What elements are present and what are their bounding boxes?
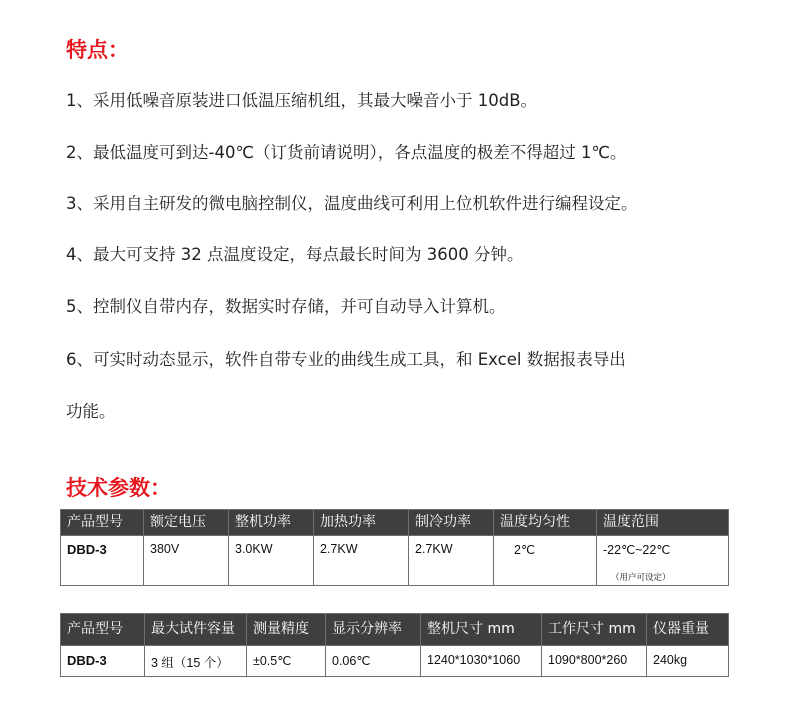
cell-measurement-accuracy-text: ±0.5℃ (253, 654, 292, 668)
cell-temp-uniformity-text: 2℃ (514, 543, 535, 557)
header-working-dimensions: 工作尺寸 mm (542, 614, 647, 646)
features-title: 特点： (66, 38, 129, 62)
cell-temp-uniformity (494, 536, 597, 586)
feature-item-6: 6、可实时动态显示，软件自带专业的曲线生成工具，和 Excel 数据报表导出 (66, 350, 626, 369)
feature-item-4: 4、最大可支持 32 点温度设定，每点最长时间为 3600 分钟。 (66, 245, 524, 264)
cell-overall-dimensions-text: 1240*1030*1060 (427, 653, 521, 667)
spec-table-1-header-row (61, 510, 729, 536)
feature-item-2: 2、最低温度可到达-40℃（订货前请说明），各点温度的极差不得超过 1℃。 (66, 143, 627, 162)
cell-display-resolution (326, 646, 421, 677)
header-model: 产品型号 (61, 614, 145, 646)
cell-working-dimensions-text: 1090*800*260 (548, 653, 628, 667)
spec-table-2 (60, 613, 729, 677)
table-row (61, 646, 729, 677)
cell-cooling-power-text: 2.7KW (415, 542, 453, 556)
cell-instrument-weight-text: 240kg (653, 653, 688, 667)
cell-overall-dimensions (421, 646, 542, 677)
cell-model (61, 536, 144, 586)
header-rated-voltage: 额定电压 (144, 510, 229, 536)
cell-model-text: DBD-3 (67, 542, 107, 557)
header-heating-power: 加热功率 (314, 510, 409, 536)
cell-total-power-text: 3.0KW (235, 542, 273, 556)
cell-max-specimen-capacity (145, 646, 247, 677)
feature-item-6-continued: 功能。 (66, 402, 116, 421)
cell-cooling-power (409, 536, 494, 586)
feature-item-3: 3、采用自主研发的微电脑控制仪，温度曲线可利用上位机软件进行编程设定。 (66, 194, 638, 213)
cell-temp-range-note: （用户可设定） (611, 572, 671, 582)
cell-rated-voltage-text: 380V (150, 542, 180, 556)
spec-table-2-header-row (61, 614, 729, 646)
cell-model-text: DBD-3 (67, 653, 107, 668)
header-measurement-accuracy: 测量精度 (247, 614, 326, 646)
header-total-power: 整机功率 (229, 510, 314, 536)
header-max-specimen-capacity: 最大试件容量 (145, 614, 247, 646)
cell-display-resolution-text: 0.06℃ (332, 654, 371, 668)
cell-instrument-weight (647, 646, 729, 677)
cell-model (61, 646, 145, 677)
header-overall-dimensions: 整机尺寸 mm (421, 614, 542, 646)
feature-item-1: 1、采用低噪音原装进口低温压缩机组，其最大噪音小于 10dB。 (66, 91, 538, 110)
specs-title: 技术参数： (66, 476, 171, 500)
header-display-resolution: 显示分辨率 (326, 614, 421, 646)
cell-heating-power-text: 2.7KW (320, 542, 358, 556)
table-row (61, 536, 729, 586)
header-cooling-power: 制冷功率 (409, 510, 494, 536)
spec-table-1 (60, 509, 729, 586)
header-model: 产品型号 (61, 510, 144, 536)
cell-working-dimensions (542, 646, 647, 677)
cell-heating-power (314, 536, 409, 586)
header-temp-uniformity: 温度均匀性 (494, 510, 597, 536)
cell-max-specimen-capacity-text: 3 组（15 个） (151, 656, 229, 670)
cell-measurement-accuracy (247, 646, 326, 677)
cell-temp-range-text: -22℃~22℃ (603, 543, 671, 557)
feature-item-5: 5、控制仪自带内存，数据实时存储，并可自动导入计算机。 (66, 297, 506, 316)
cell-total-power (229, 536, 314, 586)
header-instrument-weight: 仪器重量 (647, 614, 729, 646)
cell-temp-range (597, 536, 729, 586)
cell-rated-voltage (144, 536, 229, 586)
header-temp-range: 温度范围 (597, 510, 729, 536)
